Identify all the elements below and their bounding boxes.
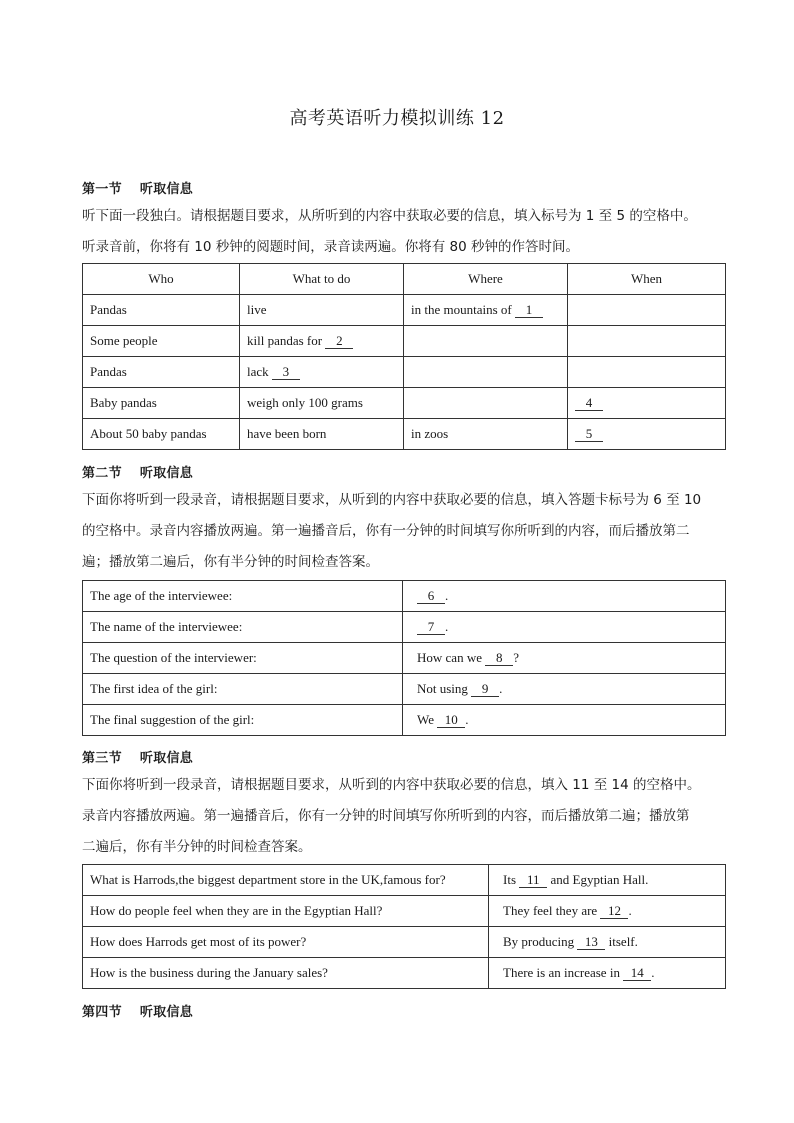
section-1-label: 听取信息	[139, 182, 194, 197]
cell-where	[404, 357, 568, 388]
table-row	[83, 295, 726, 326]
answer-blank-6[interactable]: 6	[417, 589, 445, 604]
instruction-line: 的空格中。录音内容播放两遍。第一遍播音后，你有一分钟的时间填写你所听到的内容，而后播放第二	[82, 523, 690, 539]
cell-answer	[403, 705, 726, 736]
instruction-line: 遍；播放第二遍后，你有半分钟的时间检查答案。	[82, 554, 379, 570]
answer-blank-8[interactable]: 8	[485, 651, 513, 666]
section-4-heading	[82, 1001, 193, 1020]
answer-blank-10[interactable]: 10	[437, 713, 465, 728]
cell-text: Its	[503, 872, 520, 887]
cell-answer	[403, 612, 726, 643]
table-row	[83, 357, 726, 388]
table-header-row	[83, 264, 726, 295]
cell-where	[404, 326, 568, 357]
section-3-label: 听取信息	[139, 751, 194, 766]
cell-answer	[489, 896, 726, 927]
instruction-line: 下面你将听到一段录音，请根据题目要求，从听到的内容中获取必要的信息，填入 11 至 14 的空格中。	[82, 777, 701, 793]
cell-when	[568, 326, 726, 357]
cell-answer	[489, 927, 726, 958]
cell-when	[568, 419, 726, 450]
cell-question: What is Harrods,the biggest department store in the UK,famous for?	[83, 865, 489, 896]
table-row	[83, 643, 726, 674]
cell-text: They feel they are	[503, 903, 601, 918]
cell-text: Not using	[417, 681, 472, 696]
answer-blank-1[interactable]: 1	[515, 303, 543, 318]
cell-text: We	[417, 712, 438, 727]
cell-text: and Egyptian Hall.	[547, 872, 649, 887]
section-1-table	[82, 263, 726, 450]
cell-answer	[403, 674, 726, 705]
cell-question: The name of the interviewee:	[83, 612, 403, 643]
cell-what: have been born	[240, 419, 404, 450]
cell-text: .	[651, 965, 655, 980]
answer-blank-11[interactable]: 11	[519, 873, 547, 888]
table-row	[83, 581, 726, 612]
cell-who: Pandas	[83, 295, 240, 326]
answer-blank-5[interactable]: 5	[575, 427, 603, 442]
cell-answer	[403, 643, 726, 674]
cell-text: lack	[247, 364, 272, 379]
column-header-what: What to do	[240, 264, 404, 295]
answer-blank-13[interactable]: 13	[577, 935, 605, 950]
section-3-instructions	[82, 770, 722, 863]
cell-question: The question of the interviewer:	[83, 643, 403, 674]
section-3-heading	[82, 747, 193, 766]
cell-what	[240, 326, 404, 357]
table-row	[83, 958, 726, 989]
cell-text: There is an increase in	[503, 965, 624, 980]
column-header-when: When	[568, 264, 726, 295]
table-row	[83, 927, 726, 958]
section-3-table	[82, 864, 726, 989]
section-4-number: 第四节	[82, 1005, 122, 1020]
section-3-number: 第三节	[82, 751, 122, 766]
answer-blank-14[interactable]: 14	[623, 966, 651, 981]
cell-question: The first idea of the girl:	[83, 674, 403, 705]
cell-when	[568, 295, 726, 326]
cell-question: The final suggestion of the girl:	[83, 705, 403, 736]
cell-who: Pandas	[83, 357, 240, 388]
table-row	[83, 865, 726, 896]
cell-text: .	[445, 619, 449, 634]
cell-what: weigh only 100 grams	[240, 388, 404, 419]
cell-where	[404, 388, 568, 419]
table-row	[83, 612, 726, 643]
instruction-line: 听录音前，你将有 10 秒钟的阅题时间，录音读两遍。你将有 80 秒钟的作答时间。	[82, 239, 580, 255]
cell-who: About 50 baby pandas	[83, 419, 240, 450]
cell-question: How is the business during the January sales?	[83, 958, 489, 989]
section-2-instructions	[82, 485, 722, 578]
instruction-line: 录音内容播放两遍。第一遍播音后，你有一分钟的时间填写你所听到的内容，而后播放第二遍；播放第	[82, 808, 690, 824]
section-2-heading	[82, 462, 193, 481]
answer-blank-2[interactable]: 2	[325, 334, 353, 349]
column-header-where: Where	[404, 264, 568, 295]
section-4-label: 听取信息	[139, 1005, 194, 1020]
cell-when	[568, 388, 726, 419]
column-header-who: Who	[83, 264, 240, 295]
cell-text: kill pandas for	[247, 333, 326, 348]
instruction-line: 二遍后，你有半分钟的时间检查答案。	[82, 839, 312, 855]
table-row	[83, 674, 726, 705]
table-row	[83, 326, 726, 357]
cell-question: How does Harrods get most of its power?	[83, 927, 489, 958]
section-1-number: 第一节	[82, 182, 122, 197]
table-row	[83, 896, 726, 927]
table-row	[83, 705, 726, 736]
cell-who: Baby pandas	[83, 388, 240, 419]
section-2-table	[82, 580, 726, 736]
section-1-instructions	[82, 201, 722, 263]
cell-question: How do people feel when they are in the Egyptian Hall?	[83, 896, 489, 927]
cell-who: Some people	[83, 326, 240, 357]
cell-what: live	[240, 295, 404, 326]
table-row	[83, 419, 726, 450]
table-row	[83, 388, 726, 419]
section-2-number: 第二节	[82, 466, 122, 481]
cell-text: By producing	[503, 934, 578, 949]
cell-text: .	[445, 588, 449, 603]
page-title: 高考英语听力模拟训练 12	[289, 108, 505, 129]
instruction-line: 听下面一段独白。请根据题目要求，从所听到的内容中获取必要的信息，填入标号为 1 至 5 的空格中。	[82, 208, 697, 224]
cell-answer	[489, 958, 726, 989]
answer-blank-7[interactable]: 7	[417, 620, 445, 635]
cell-text: itself.	[605, 934, 638, 949]
section-2-label: 听取信息	[139, 466, 194, 481]
cell-where	[404, 295, 568, 326]
cell-text: .	[465, 712, 469, 727]
instruction-line: 下面你将听到一段录音，请根据题目要求，从听到的内容中获取必要的信息，填入答题卡标号为 6 至 10	[82, 492, 702, 508]
cell-question: The age of the interviewee:	[83, 581, 403, 612]
cell-what	[240, 357, 404, 388]
answer-blank-12[interactable]: 12	[600, 904, 628, 919]
cell-text: How can we	[417, 650, 486, 665]
answer-blank-4[interactable]: 4	[575, 396, 603, 411]
cell-text: ?	[513, 650, 520, 665]
section-1-heading	[82, 178, 193, 197]
answer-blank-9[interactable]: 9	[471, 682, 499, 697]
cell-answer	[403, 581, 726, 612]
cell-where: in zoos	[404, 419, 568, 450]
cell-answer	[489, 865, 726, 896]
cell-text: .	[499, 681, 503, 696]
cell-text: in the mountains of	[411, 302, 515, 317]
cell-when	[568, 357, 726, 388]
cell-text: .	[628, 903, 632, 918]
answer-blank-3[interactable]: 3	[272, 365, 300, 380]
